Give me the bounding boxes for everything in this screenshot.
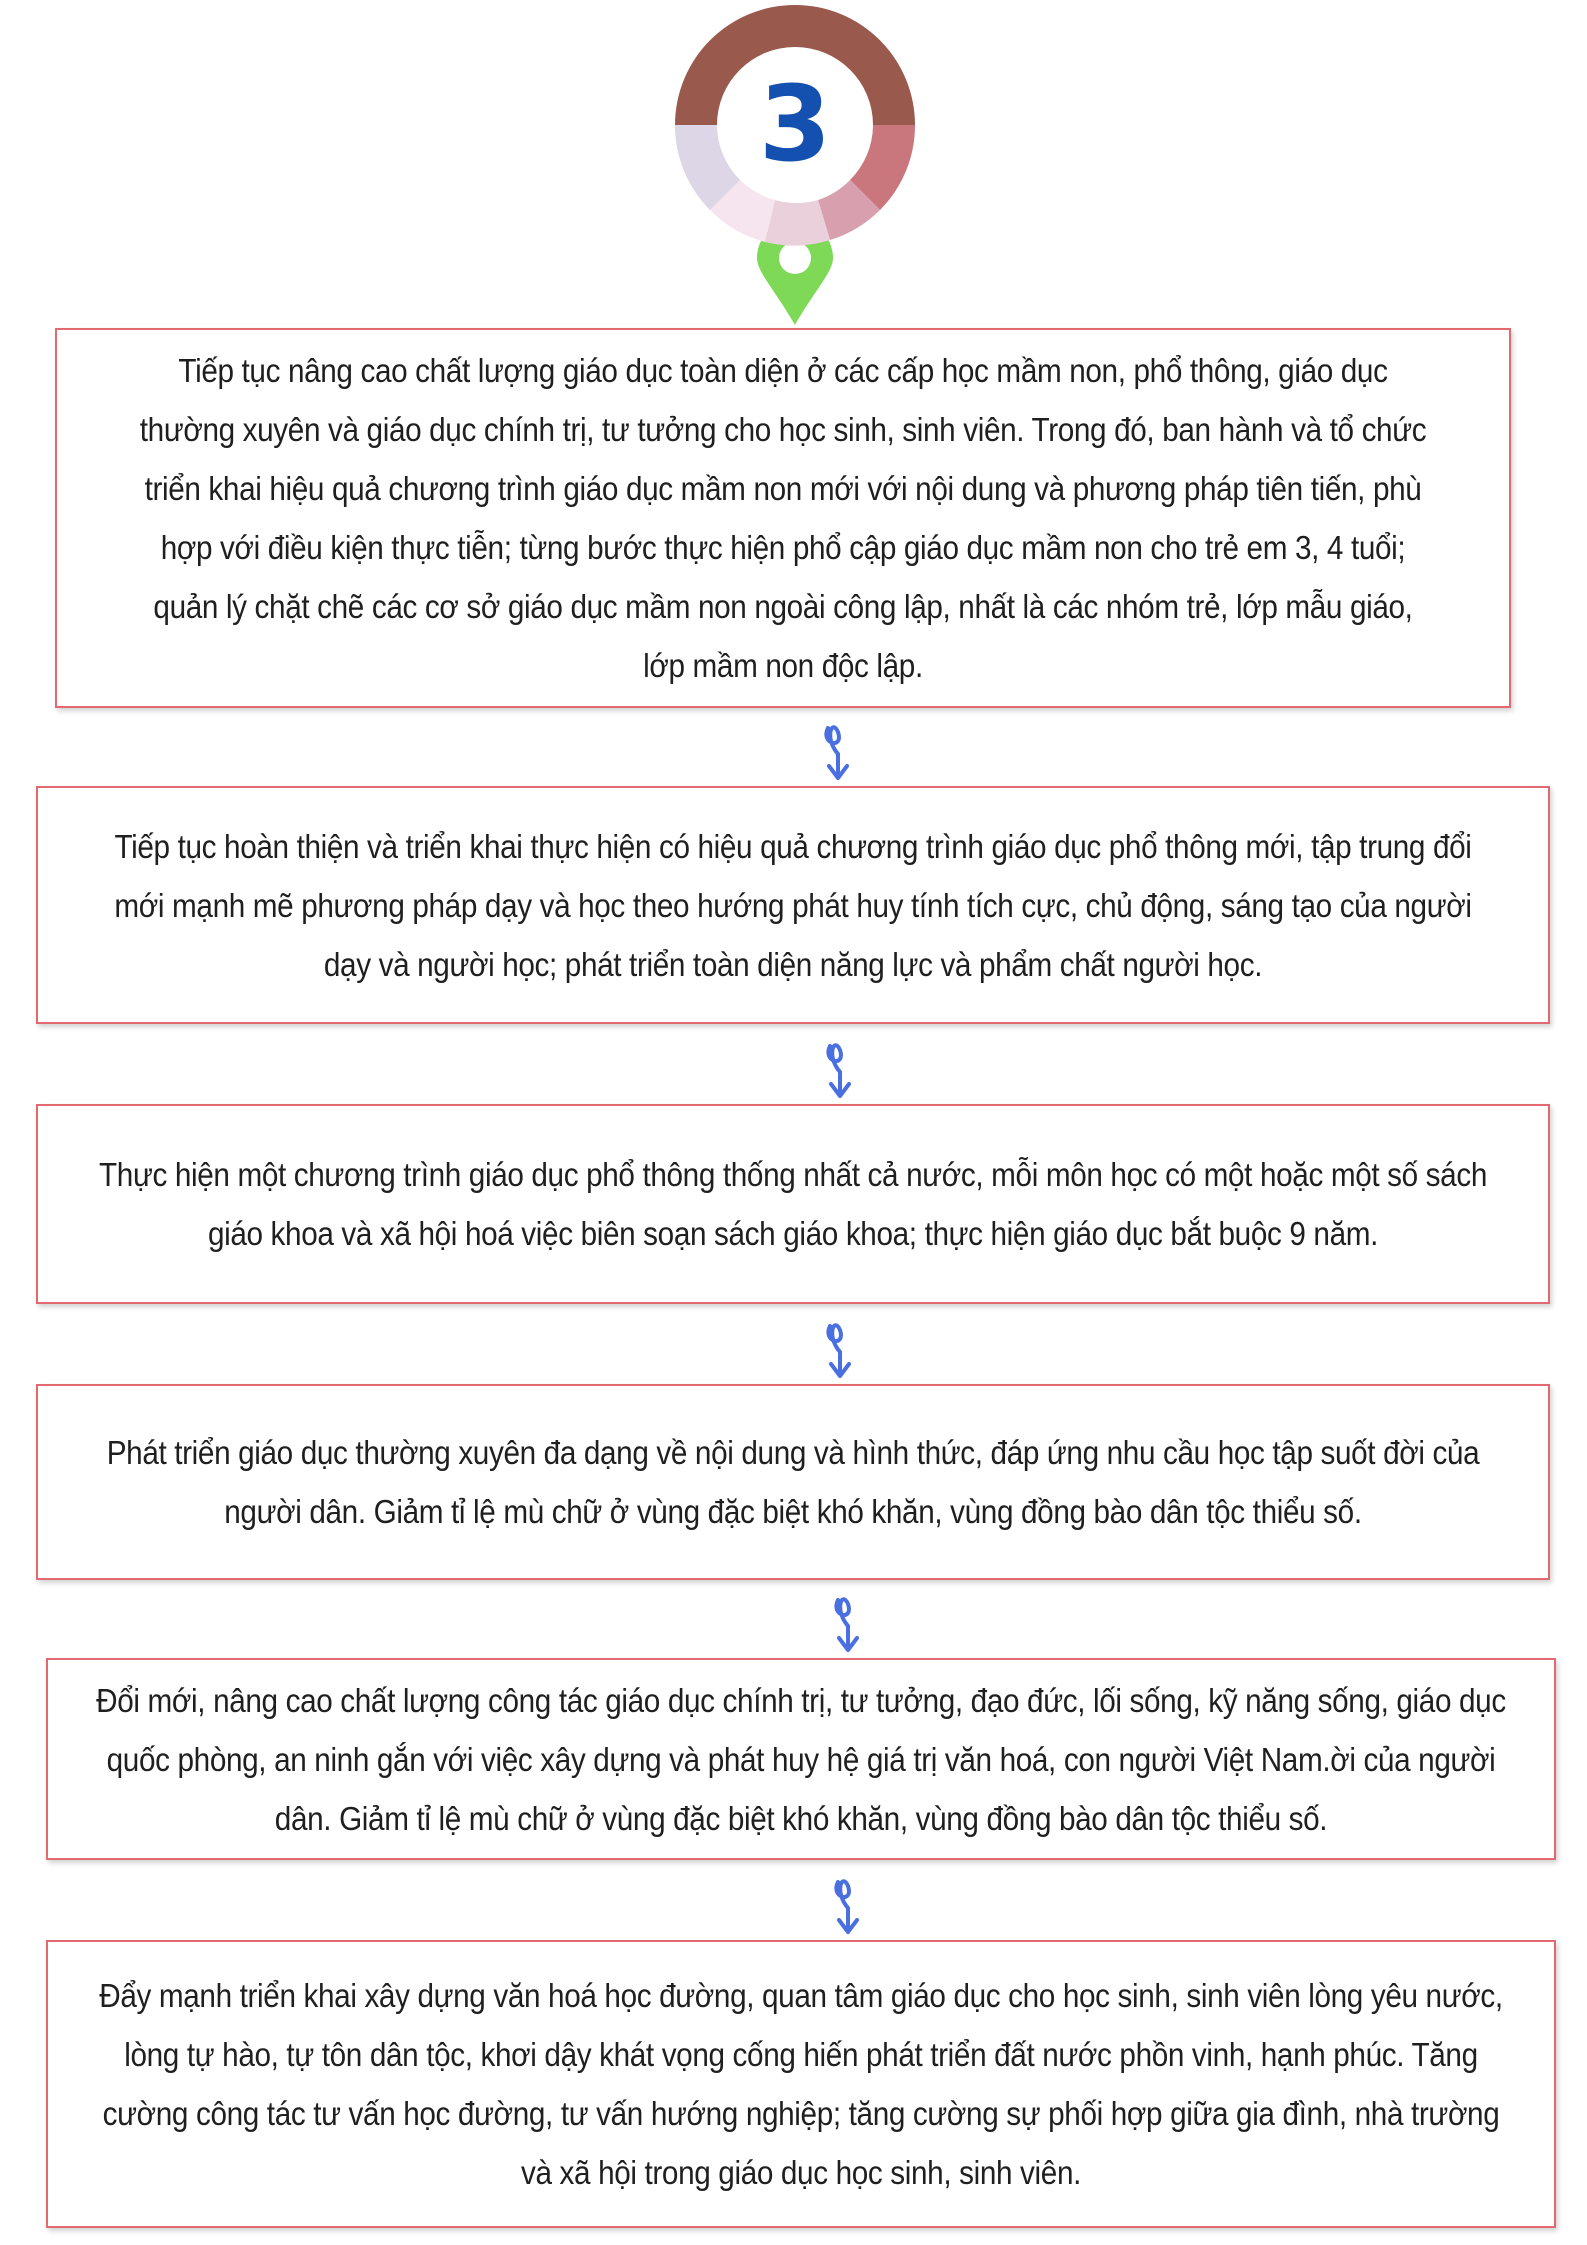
step-text-1: Tiếp tục nâng cao chất lượng giáo dục toàn diện ở các cấp học mầm non, phổ thông, giáo dục thường xuyên và giáo dục chính trị, tư tưởng cho học sinh, sinh viên. Trong đó, ban hành và tổ chức triển khai hiệu quả chương trình giáo dục mầm non mới với nội dung và phương pháp tiên tiến, phù hợp với điều kiện thực tiễn; từng bước thực hiện phổ cập giáo dục mầm non cho trẻ em 3, 4 tuổi; quản lý chặt chẽ các cơ sở giáo dục mầm non ngoài công lập, nhất là các nhóm trẻ, lớp mẫu giáo, lớp mầm non độc lập. <box>139 352 1427 684</box>
step-number: 3 <box>758 63 832 185</box>
down-arrow-icon <box>820 1032 860 1102</box>
step-box-2 <box>36 786 1550 1024</box>
step-text-4: Phát triển giáo dục thường xuyên đa dạng về nội dung và hình thức, đáp ứng nhu cầu học tập suốt đời của người dân. Giảm tỉ lệ mù chữ ở vùng đặc biệt khó khăn, vùng đồng bào dân tộc thiểu số. <box>106 1434 1480 1530</box>
down-arrow-icon <box>820 1312 860 1382</box>
down-arrow-icon <box>828 1868 868 1938</box>
step-box-5 <box>46 1658 1556 1860</box>
step-number-badge <box>665 0 925 340</box>
step-box-1 <box>55 328 1511 708</box>
step-text-6: Đẩy mạnh triển khai xây dựng văn hoá học đường, quan tâm giáo dục cho học sinh, sinh viên lòng yêu nước, lòng tự hào, tự tôn dân tộc, khơi dậy khát vọng cống hiến phát triển đất nước phồn vinh, hạnh phúc. Tăng cường công tác tư vấn học đường, tư vấn hướng nghiệp; tăng cường sự phối hợp giữa gia đình, nhà trường và xã hội trong giáo dục học sinh, sinh viên. <box>99 1977 1503 2191</box>
step-text-2: Tiếp tục hoàn thiện và triển khai thực hiện có hiệu quả chương trình giáo dục phổ thông mới, tập trung đổi mới mạnh mẽ phương pháp dạy và học theo hướng phát huy tính tích cực, chủ động, sáng tạo của người dạy và người học; phát triển toàn diện năng lực và phẩm chất người học. <box>114 827 1472 983</box>
step-text-5: Đổi mới, nâng cao chất lượng công tác giáo dục chính trị, tư tưởng, đạo đức, lối sống, kỹ năng sống, giáo dục quốc phòng, an ninh gắn với việc xây dựng và phát huy hệ giá trị văn hoá, con người Việt Nam.ời của người dân. Giảm tỉ lệ mù chữ ở vùng đặc biệt khó khăn, vùng đồng bào dân tộc thiểu số. <box>96 1681 1506 1837</box>
step-text-3: Thực hiện một chương trình giáo dục phổ thông thống nhất cả nước, mỗi môn học có một hoặc một số sách giáo khoa và xã hội hoá việc biên soạn sách giáo khoa; thực hiện giáo dục bắt buộc 9 năm. <box>99 1156 1487 1252</box>
step-box-4 <box>36 1384 1550 1580</box>
step-box-6 <box>46 1940 1556 2228</box>
down-arrow-icon <box>828 1586 868 1656</box>
down-arrow-icon <box>818 714 858 784</box>
step-box-3 <box>36 1104 1550 1304</box>
